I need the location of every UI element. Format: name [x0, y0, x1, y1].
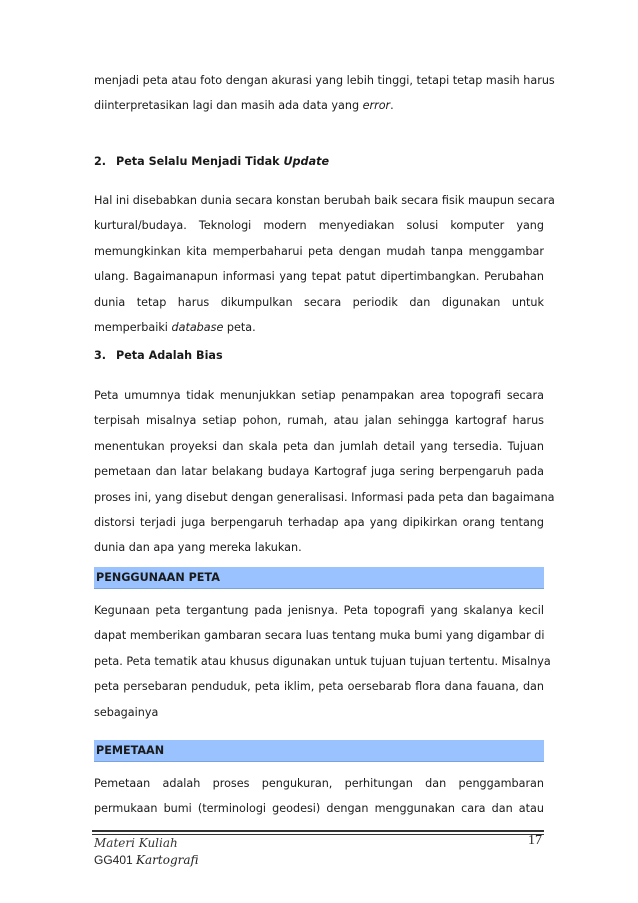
page-number: 17 [528, 833, 542, 848]
penggunaan-paragraph [94, 598, 551, 725]
text-line: memungkinkan kita memperbaharui peta dengan mudah tanpa menggambar [94, 244, 544, 258]
text-line: terpisah misalnya setiap pohon, rumah, atau jalan sehingga kartograf harus [94, 414, 544, 428]
text-line: Peta umumnya tidak menunjukkan setiap penampakan area topografi secara [94, 389, 544, 402]
text-line: dunia dan apa yang mereka lakukan. [94, 541, 302, 555]
section-heading-penggunaan-peta: PENGGUNAAN PETA [94, 567, 544, 589]
text-line: dunia tetap harus dikumpulkan secara periodik dan digunakan untuk [94, 295, 544, 309]
text-line: proses ini, yang disebut dengan generalisasi. Informasi pada peta dan bagaimana [94, 490, 555, 504]
text-line: peta persebaran penduduk, peta iklim, peta oersebarab flora dana fauana, dan [94, 680, 544, 694]
footer-course-label: Materi Kuliah [94, 836, 178, 850]
text-line: Hal ini disebabkan dunia secara konstan berubah baik secara fisik maupun secara [94, 194, 555, 207]
text-line: sebagainya [94, 705, 159, 719]
text-line: distorsi terjadi juga berpengaruh terhadap apa yang dipikirkan orang tentang [94, 515, 544, 529]
text-line: peta. Peta tematik atau khusus digunakan untuk tujuan tujuan tertentu. Misalnya [94, 654, 551, 668]
section-heading-3: 3. Peta Adalah Bias [94, 349, 223, 362]
text-line: menjadi peta atau foto dengan akurasi yang lebih tinggi, tetapi tetap masih harus [94, 74, 555, 87]
pemetaan-paragraph [94, 771, 544, 822]
text-line: permukaan bumi (terminologi geodesi) dengan menggunakan cara dan atau [94, 802, 544, 816]
intro-paragraph [94, 68, 555, 119]
footer-course-code: GG401 Kartografi [94, 853, 199, 867]
footer-divider [92, 834, 544, 835]
text-line: ulang. Bagaimanapun informasi yang tepat patut dipertimbangkan. Perubahan [94, 270, 544, 284]
text-line: menentukan proyeksi dan skala peta dan jumlah detail yang tersedia. Tujuan [94, 439, 544, 453]
section-3-paragraph [94, 383, 555, 561]
text-line: kurtural/budaya. Teknologi modern menyediakan solusi komputer yang [94, 219, 544, 233]
text-line: memperbaiki database peta. [94, 320, 256, 334]
text-line: pemetaan dan latar belakang budaya Kartograf juga sering berpengaruh pada [94, 465, 544, 479]
section-2-paragraph [94, 188, 555, 340]
text-line: diinterpretasikan lagi dan masih ada data yang error. [94, 99, 394, 113]
text-line: Pemetaan adalah proses pengukuran, perhitungan dan penggambaran [94, 777, 544, 790]
text-line: Kegunaan peta tergantung pada jenisnya. Peta topografi yang skalanya kecil [94, 604, 544, 617]
section-heading-2: 2. Peta Selalu Menjadi Tidak Update [94, 155, 330, 168]
text-line: dapat memberikan gambaran secara luas tentang muka bumi yang digambar di [94, 629, 545, 643]
footer-divider [92, 830, 544, 832]
section-heading-pemetaan: PEMETAAN [94, 740, 544, 762]
